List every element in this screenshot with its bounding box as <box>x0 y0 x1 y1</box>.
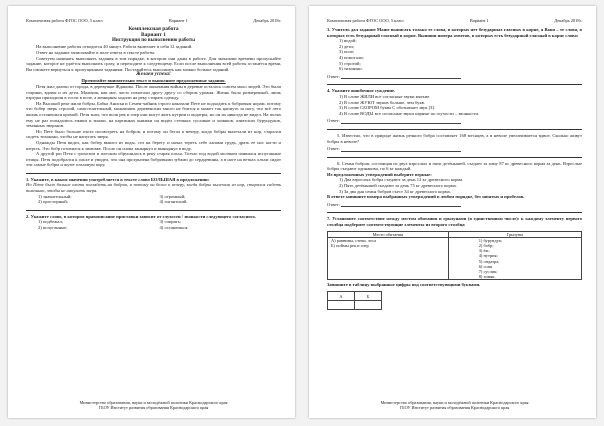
page-header <box>327 18 582 23</box>
answer-label: Ответ: <box>327 146 340 152</box>
question-2-label: 2. Укажите слово, в котором правописание приставки зависит от глухости / звонкости следующего согласного. <box>26 213 256 219</box>
answer-letter-a: А <box>328 292 355 301</box>
rodent-item: 6) соня <box>478 263 492 269</box>
habitat-b: Б) поймы рек и озер <box>331 243 369 249</box>
question-7-fill: Запишите в таблицу выбранные цифры под соответствующими буквами. <box>327 282 481 288</box>
q3-option[interactable]: 6) тихонько. <box>339 66 363 72</box>
instruction-title: Инструкция по выполнению работы <box>111 38 196 44</box>
page-footer <box>327 400 582 410</box>
q3-option[interactable]: 5) строгий; <box>339 60 361 66</box>
answer-cell-b[interactable] <box>355 301 382 310</box>
rodent-item: 4) нутрия; <box>478 253 498 259</box>
answer-field[interactable] <box>341 74 461 79</box>
header-course: Комплексная работа ФГОС ООО, 5 класс <box>327 18 405 23</box>
rodent-cell <box>448 237 581 280</box>
q4-option[interactable]: 3) В слове СБОРОМ буква С обозначает звук [З]. <box>339 105 436 111</box>
rodent-item: 3) ёж; <box>478 248 490 254</box>
story-para-5: А другой раз Петя с грохотом и плеском обрушилась в реку старая ольха. Тотчас под водой молчком появился испуганные птицы. Петя подобрался к ольхе и увидел, что она прогрызена бобровыми зубами до сердцевины, а в ноге на ветках ольхи сидит эти самые бобры и жуют ольховую кору. <box>26 151 281 168</box>
question-3-options <box>339 38 582 72</box>
question-4-label: 4. Укажите ошибочное суждение. <box>327 88 396 94</box>
q2-option[interactable]: 2) испуганные; <box>38 225 68 231</box>
doc-title: Комплексная работа <box>128 26 179 32</box>
q1-option[interactable]: 4) гигантский. <box>159 199 188 205</box>
question-6-task: В ответе запишите номера выбранных утверждений в любом порядке, без запятых и пробелов. <box>327 194 525 200</box>
divider <box>327 157 582 158</box>
answer-label: Ответ: <box>327 118 340 124</box>
rodent-item: 2) бобр; <box>478 243 494 249</box>
question-4-answer <box>327 118 582 124</box>
answer-cell-a[interactable] <box>328 301 355 310</box>
footer-institute: ГБОУ Институт развития образования Краснодарского края <box>98 405 209 410</box>
q4-option[interactable]: 1) В слове ЖИЛИ все согласные звуки мягкие. <box>339 93 431 99</box>
divider <box>26 210 281 211</box>
answer-field[interactable] <box>341 119 461 124</box>
question-3-label: 3. Учитель дал задание Маше выписать только те слова, в которых нет безударных гласных в корне, а Ваня – те слова, в которых есть безударный гласный в корне. Выпиши номера ответов, в которых есть безударный гласный в корне слова: <box>327 27 582 38</box>
header-date: Декабрь 2018г. <box>253 18 281 23</box>
question-2-options <box>38 219 281 230</box>
question-7-label: 7. Установите соответствие между местом обитания и грызунами (в единственном числе): к каждому элементу первого столбца подберите соответствующие элементы из второго столбца <box>327 216 582 228</box>
col-rodents: Грызуны <box>448 231 581 237</box>
story-para-3: Но Пете было больше охота посмотреть на бобров, и потому он бегал к вечеру, когда бобры вылезали из нор, старался сидеть тихонько, чтобы не напугать зверя. <box>26 128 281 140</box>
answer-field[interactable] <box>341 202 461 207</box>
answer-label: Ответ: <box>327 201 340 207</box>
q1-option[interactable]: 1) значительный; <box>38 193 72 199</box>
q3-option[interactable]: 2) дети; <box>339 43 355 49</box>
header-course: Комплексная работа ФГОС ООО, 5 класс <box>26 18 104 23</box>
answer-label: Ответ: <box>327 73 340 79</box>
rodent-item: 7) суслик; <box>478 269 498 275</box>
answer-field[interactable] <box>341 147 461 152</box>
q4-option[interactable]: 4) В слове ВОДЫ все согласные звуки парные по глухости – звонкости. <box>339 110 480 116</box>
q2-option[interactable]: 3) спирать; <box>159 219 182 225</box>
question-6-answer <box>327 202 582 208</box>
divider <box>327 84 582 85</box>
rodent-item: 5) ондатра; <box>478 258 500 264</box>
q1-option[interactable]: 2) просторный; <box>38 199 69 205</box>
header-variant: Вариант 1 <box>168 18 188 23</box>
wish-text: Желаем успеха! <box>136 72 171 78</box>
instruction-para-2: Ответ на задание записывайте в поле ответа в тексте работы. <box>36 50 156 55</box>
question-1-quote: Но Пете было больше охота поглядеть на бобров, и потому он бегал к вечеру, когда бобры вылезали из нор, старался сидеть тихонько, чтобы не напугать зверя. <box>26 182 281 194</box>
habitat-cell <box>328 237 449 280</box>
footer-ministry: Министерство образования, науки и молодёжной политики Краснодарского края <box>79 400 228 405</box>
story-para-4: Однажды Петя видел, как бобер вышел из воды, сел на берегу и начал тереть себе лапами грудь, драть ее нос когти и шерсть. Это бобр готовился к зимовке. После он снова занырнул и вынырнул в воду. <box>26 139 281 151</box>
question-4-options <box>339 94 582 116</box>
page-2 <box>309 6 596 418</box>
question-6-label: 6. Семья бобров, состоящая из двух взрослых и пяти детёнышей, съедает за зиму 87 кг древесного корма за день. Взрослые бобры съедают одинаково, по 6 кг каждый. <box>327 160 582 172</box>
story-para-1: Петя жил далеко от города, в деревушке Жданово. После окончания войны в деревне осталось совсем мало людей. Это были старики, вдовы и их дети. Мальчик, как мог, часто помогали другу другу со сбором урожая. Жизнь была размеренной, лишь изредка приходили в гости в поле, а женщины ходили на реку стирать одежду. <box>26 83 281 101</box>
question-3-answer <box>327 74 582 80</box>
q4-option[interactable]: 2) В слове ЖУЮТ звуков больше, чем букв. <box>339 99 425 105</box>
story-para-2: На Высокой реке жили бобры. Бабка Анисья и Семен-чайник строго наказали Пете не подходить к бобровым норам, потому что бобер зверь строгий, самостоятельный, мальчишек деревенских много не боится и может так цапнуть за ногу, что всё лето жизнь останешься кромой. Петя знал, что волк рек и озер они могут жить нутрии и ондатры, но он их никогда не видел. На полях ему не раз попадались ежики и мыши, на картинках книжки он видел степных сусликов и хомяков, азиатских бурундуков, земляных зверьков. <box>26 100 281 129</box>
q3-option[interactable]: 4) помогали; <box>339 54 364 60</box>
doc-variant: Вариант 1 <box>141 32 166 39</box>
header-variant: Вариант 1 <box>469 18 489 23</box>
footer-ministry: Министерство образования, науки и молодёжной политики Краснодарского края <box>380 400 529 405</box>
col-habitat: Место обитания <box>328 231 449 237</box>
page-footer <box>26 400 281 410</box>
rodent-item: 1) бурундук; <box>478 237 503 243</box>
q2-option[interactable]: 1) подбежал; <box>38 219 64 225</box>
habitat-a: А) равнины, степи, леса <box>331 237 377 243</box>
question-6-options <box>339 177 582 194</box>
question-6-sub: Из предложенных утверждений выберите верные: <box>327 171 432 177</box>
divider <box>327 129 582 130</box>
q6-option[interactable]: 3) За два дня семья бобров съест 34 кг древесного корма. <box>339 188 451 194</box>
page-header <box>26 18 281 23</box>
matching-table <box>327 231 582 281</box>
q6-option[interactable]: 2) Пять детёнышей съедают за день 75 кг древесного корма. <box>339 183 457 189</box>
q3-option[interactable]: 1) водой; <box>339 38 357 44</box>
instruction-para-1: На выполнение работы отводится 40 минут. Работа включает в себя 12 заданий. <box>36 44 193 50</box>
rodent-item: 8) хомяк. <box>478 274 496 280</box>
question-1-options <box>38 194 281 205</box>
q3-option[interactable]: 3) поле; <box>339 49 355 55</box>
answer-table <box>327 291 382 310</box>
answer-letter-b: Б <box>355 292 382 301</box>
instruction-para-3: Советуем начинать выполнять задания в том порядке, в котором они даны в работе. Для экономии времени пропускайте задание, которое не удаётся выполнить сразу, и переходите к следующему. Если после выполнения всей работы останется время, Вы сможете вернуться к пропущенным заданиям. Постарайтесь выполнить как можно больше заданий. <box>26 55 281 72</box>
footer-institute: ГБОУ Институт развития образования Краснодарского края <box>399 405 510 410</box>
page-1 <box>8 6 295 418</box>
divider <box>26 173 281 174</box>
q6-option[interactable]: 1) Два взрослых бобра съедают за день 12 кг древесного корма. <box>339 177 464 183</box>
question-5-label: 5. Известно, что в природе жизнь речного бобра составляет 168 месяцев, а в неволе увеличивается вдвое. Сколько живут бобры в неволе? <box>327 132 582 144</box>
read-prompt: Прочитайте внимательно текст и выполните предложенные задания. <box>81 78 226 84</box>
q1-option[interactable]: 3) огромный; <box>159 193 186 199</box>
header-date: Декабрь 2018г. <box>554 18 582 23</box>
q2-option[interactable]: 4) останешься. <box>159 225 189 231</box>
divider <box>327 212 582 213</box>
question-5-answer <box>327 146 582 152</box>
question-1-label: 1. Укажите, в каком значении употребляется в тексте слово БОЛЬШАЯ в предложении: <box>26 176 210 182</box>
